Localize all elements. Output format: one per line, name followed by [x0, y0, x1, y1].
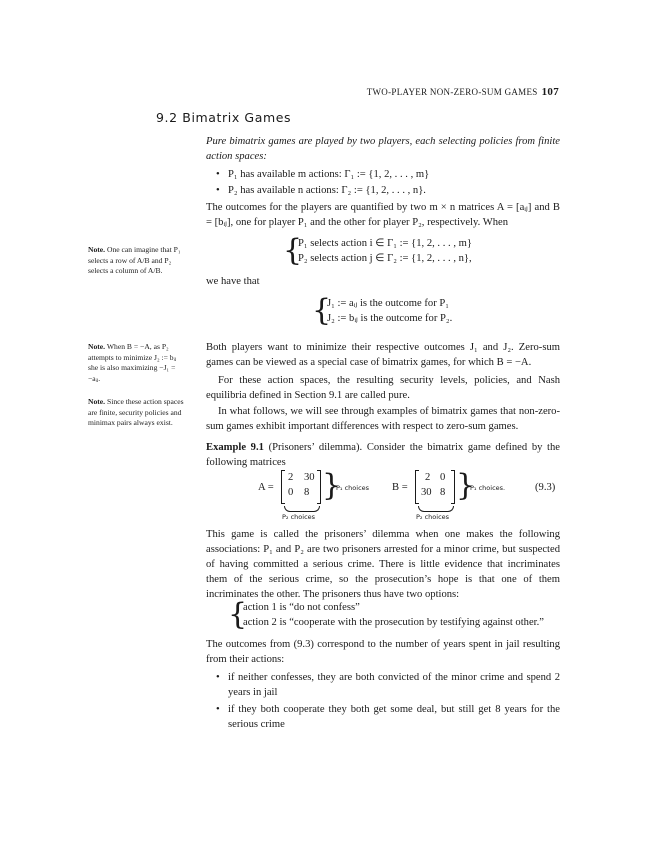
- case-block: [243, 600, 544, 630]
- list-item-text: P₁ has available m actions: Γ₁ := {1, 2, . . . , m}: [228, 169, 430, 180]
- matrix-cell: 0: [288, 487, 294, 498]
- case-line: action 1 is “do not confess”: [243, 602, 360, 613]
- bullet-icon: •: [216, 169, 220, 180]
- row-label: P₁ choices: [336, 484, 370, 492]
- margin-note: [88, 342, 188, 384]
- note-label: Note.: [88, 342, 106, 351]
- list-item-text: if they both cooperate they both get some deal, but still get 8 years for the serious crime: [228, 704, 560, 730]
- bullet-icon: •: [216, 704, 220, 715]
- column-label: P₂ choices: [416, 513, 450, 521]
- paragraph: For these action spaces, the resulting security levels, policies, and Nash equilibria defined in Section 9.1 are called pure.: [206, 375, 560, 401]
- row-label: P₁ choices.: [470, 484, 506, 492]
- matrix-a: [281, 470, 321, 504]
- case-line: J₂ := bᵢⱼ is the outcome for P₂.: [327, 313, 453, 324]
- left-brace-icon: {: [312, 293, 332, 328]
- case-block: [327, 296, 452, 326]
- bullet-icon: •: [216, 672, 220, 683]
- list-item: [216, 183, 560, 198]
- matrix-cell: 30: [304, 472, 315, 483]
- note-label: Note.: [88, 245, 106, 254]
- matrix-cell: 0: [440, 472, 446, 483]
- left-brace-icon: {: [283, 233, 303, 268]
- paragraph: This game is called the prisoners’ dilemma when one makes the following associations: P₁ and P₂ are two prisoners arrested for a minor crime, but suspected of having committed a serious crime. There is little evidence that incriminates them of the serious crime, so the prosecution’s hope is that one of them incriminates the other. The prisoners thus have two options:: [206, 529, 560, 600]
- note-text: One can imagine that P₁ selects a row of A/B and P₂ selects a column of A/B.: [88, 245, 181, 275]
- matrix-cell: 2: [425, 472, 431, 483]
- matrix-cell: 8: [440, 487, 446, 498]
- example-label: Example 9.1: [206, 442, 264, 453]
- case-line: P₂ selects action j ∈ Γ₂ := {1, 2, . . . , n},: [298, 253, 472, 264]
- case-line: J₁ := aᵢⱼ is the outcome for P₁: [327, 298, 449, 309]
- note-text: Since these action spaces are finite, security policies and minimax pairs always exist.: [88, 397, 184, 427]
- paragraph: Both players want to minimize their respective outcomes J₁ and J₂. Zero-sum games can be viewed as a special case of bimatrix games, for which B = −A.: [206, 342, 560, 368]
- under-brace-icon: [418, 506, 454, 512]
- margin-note: [88, 397, 188, 429]
- matrix-cell: 8: [304, 487, 310, 498]
- matrix-cell: 2: [288, 472, 294, 483]
- section-number: 9.2: [156, 110, 178, 125]
- matrix-a-label: A =: [258, 482, 274, 493]
- list-item: [216, 702, 560, 732]
- note-label: Note.: [88, 397, 106, 406]
- page-number: 107: [541, 86, 559, 98]
- case-block: [298, 236, 472, 266]
- list-item: [216, 167, 560, 182]
- paragraph: In what follows, we will see through examples of bimatrix games that non-zero-sum games exhibit important differences with respect to zero-sum games.: [206, 406, 560, 432]
- example-paragraph: [206, 440, 560, 470]
- running-title: TWO-PLAYER NON-ZERO-SUM GAMES: [366, 87, 538, 97]
- matrix-cell: 30: [421, 487, 432, 498]
- example-title: (Prisoners’ dilemma).: [268, 442, 363, 453]
- note-text: When B = −A, as P₂ attempts to minimize J₂ := bᵢⱼ she is also maximizing −J₁ = −aᵢⱼ.: [88, 342, 177, 383]
- example-text: Consider the bimatrix game defined by the following matrices: [206, 442, 560, 468]
- paragraph: The outcomes for the players are quantified by two m × n matrices A = [aᵢⱼ] and B = [bᵢⱼ], one for player P₁ and the other for player P₂, respectively. When: [206, 202, 560, 228]
- paragraph: we have that: [206, 276, 260, 287]
- margin-note: [88, 245, 188, 277]
- right-brace-icon: }: [456, 468, 476, 503]
- paragraph: The outcomes from (9.3) correspond to the number of years spent in jail resulting from their actions:: [206, 639, 560, 665]
- case-line: P₁ selects action i ∈ Γ₁ := {1, 2, . . . , m}: [298, 238, 472, 249]
- case-line: action 2 is “cooperate with the prosecution by testifying against other.”: [243, 617, 544, 628]
- list-item: [216, 670, 560, 700]
- list-item-text: if neither confesses, they are both convicted of the minor crime and spend 2 years in jail: [228, 672, 560, 698]
- running-header: [367, 86, 559, 98]
- matrix-b-label: B =: [392, 482, 408, 493]
- section-heading: [156, 110, 291, 125]
- column-label: P₂ choices: [282, 513, 316, 521]
- section-title: Bimatrix Games: [182, 110, 292, 125]
- right-brace-icon: }: [322, 468, 342, 503]
- under-brace-icon: [284, 506, 320, 512]
- bullet-icon: •: [216, 185, 220, 196]
- list-item-text: P₂ has available n actions: Γ₂ := {1, 2, . . . , n}.: [228, 185, 426, 196]
- equation-number: (9.3): [535, 482, 556, 493]
- matrix-b: [415, 470, 455, 504]
- intro-paragraph: Pure bimatrix games are played by two players, each selecting policies from finite action spaces:: [206, 136, 560, 162]
- left-brace-icon: {: [228, 597, 248, 632]
